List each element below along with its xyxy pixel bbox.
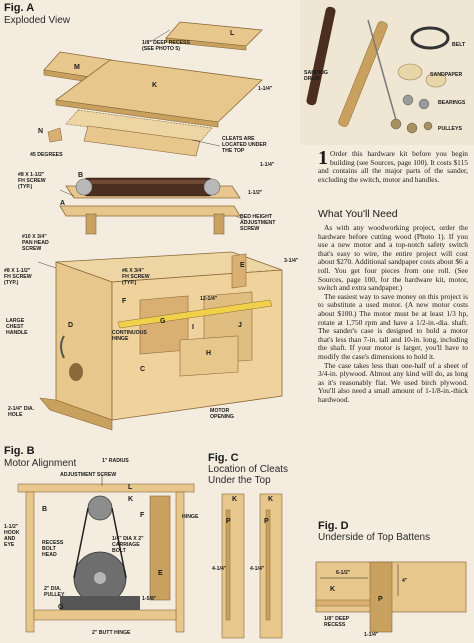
letter-l: L [230,30,235,37]
letter-m: M [74,64,80,71]
label-deep-recess: 1/8" DEEP RECESS (SEE PHOTO 5) [142,40,190,52]
section-heading: What You'll Need [318,208,398,220]
fig-c-dim-2: 4-1/4" [250,566,265,572]
fig-d-diagram [310,548,474,643]
paragraph-3: The case takes less than one-half of a sheet of 3/4-in. plywood. Almost any kind will do, as long as it's reasonably flat. We used birch plywood. You'll also need a small amount of 1-1/8-in.-thick hardwood. [318,360,468,404]
label-adj-screw: ADJUSTMENT SCREW [60,472,117,478]
paragraph-1: As with any woodworking project, order the hardware before cutting wood (Photo 1). If you use a new motor and a top-notch safety switch that's easy to wire, the entire project will cost about $270. Additional sandpaper costs about $6 a roll. You get four pieces from one roll. (See Sources, page 100, for the hardware kit, motor, switch and extra sandpaper.) [318,223,468,293]
fig-a-title: Fig. A [4,2,35,14]
label-recess-bolt: RECESS BOLT HEAD [42,540,64,558]
fig-d-dim-6-1-2: 6-1/2" [336,570,351,576]
label-cleats: CLEATS ARE LOCATED UNDER THE TOP [222,136,267,154]
letter-f: F [122,298,127,305]
dia-hole [69,363,83,381]
fig-b-letter-k: K [128,496,134,503]
label-radius: 1" RADIUS [102,458,129,464]
paragraph-2: The easiest way to save money on this project is to substitute a used motor. (A new motor costs about $100.) The motor must be at least 1/3 hp, rotate at 1,750 rpm and have a 1/2-in.-dia. shaft. The sander's case is designed to hold a motor that's less than 7-in. tall and 10-in. long, including the shaft. If your motor is larger, you'll have to modify the case's dimensions to hold it. [318,291,468,361]
label-hinge: HINGE [182,514,199,520]
label-screw-8-112: #8 X 1-1/2" FH SCREW (TYP.) [18,172,46,190]
label-pan-head: #10 X 3/4" PAN HEAD SCREW [22,234,49,252]
label-dim-12-1-4: 12-1/4" [200,296,218,302]
fig-a-subtitle: Exploded View [4,15,70,26]
pulley [391,119,401,129]
letter-k: K [152,82,158,89]
fig-b-subtitle: Motor Alignment [4,458,77,469]
label-hook: 1-1/2" HOOK AND EYE [4,524,20,548]
label-belt: BELT [452,42,466,48]
sandpaper-roll [398,64,422,80]
label-butt-hinge: 2" BUTT HINGE [92,630,131,636]
label-dim-1-5-8: 1-5/8" [142,596,157,602]
fig-b-letter-g: G [58,604,64,611]
letter-h: H [206,350,212,357]
fig-c-diagram [210,490,296,640]
letter-e: E [240,262,245,269]
letter-j: J [238,322,242,329]
letter-g: G [160,318,166,325]
label-sandpaper: SANDPAPER [430,72,463,78]
letter-c: C [140,366,146,373]
label-pulley: 2" DIA. PULLEY [44,586,65,598]
fig-d-title: Fig. D [318,520,349,532]
part-n [48,128,62,142]
label-bearings: BEARINGS [438,100,466,106]
fig-b-letter-l: L [128,484,133,491]
fig-c-title: Fig. C [208,452,239,464]
fig-b-diagram [0,470,200,643]
letter-i: I [192,324,194,331]
case-front-c [56,262,112,420]
label-motor-opening: MOTOR OPENING [210,408,234,420]
label-dia-hole: 2-1/4" DIA. HOLE [8,406,35,418]
label-45-degrees: 45 DEGREES [30,152,63,158]
label-fh-6-34: #6 X 3/4" FH SCREW (TYP.) [122,268,150,286]
label-pulleys: PULLEYS [438,126,462,132]
label-dim-3-1-4: 3-1/4" [284,258,299,264]
fig-c-letter-p2: P [264,518,269,525]
fig-b-letter-f: F [140,512,145,519]
fig-d-dim-4: 4" [402,578,408,584]
fig-c-subtitle: Location of Cleats Under the Top [208,464,289,486]
label-carriage: 1/4" DIA X 2" CARRIAGE BOLT [112,536,144,554]
label-large-chest: LARGE CHEST HANDLE [6,318,28,336]
label-dim-1-1-4-b: 1-1/4" [260,162,275,168]
intro-text: Order this hardware kit before you begin building (see Sources, page 100). It costs $115 and contains all the major parts of the sander, excluding the switch, motor and handles. [318,149,468,184]
bearing [403,95,413,105]
label-dim-1-1-4-top: 1-1/4" [258,86,273,92]
fig-d-dim-1-1-4: 1-1/4" [364,632,379,638]
fig-c-letter-k2: K [268,496,274,503]
label-continuous-hinge: CONTINUOUS HINGE [112,330,147,342]
fig-b-letter-e: E [158,570,163,577]
section-body [318,224,468,404]
fig-c-letter-p1: P [226,518,231,525]
letter-n: N [38,128,44,135]
fig-b-title: Fig. B [4,445,35,457]
letter-a: A [60,200,66,207]
intro-dropcap: 1 [318,147,328,169]
fig-c-dim-1: 4-1/4" [212,566,227,572]
label-sanding-drum: SANDING DRUM [304,70,328,82]
fig-d-subtitle: Underside of Top Battens [318,532,431,543]
fig-d-letter-k: K [330,586,336,593]
fig-c-letter-k1: K [232,496,238,503]
label-bed-height: BED HEIGHT ADJUSTMENT SCREW [240,214,276,232]
fig-d-letter-p: P [378,596,383,603]
fig-b-letter-b: B [42,506,48,513]
label-fh-screw-8: #8 X 1-1/2" FH SCREW (TYP.) [4,268,32,286]
label-dim-1-1-2: 1-1/2" [248,190,263,196]
fig-b-drum [88,496,112,520]
letter-b: B [78,172,84,179]
intro-caption [318,147,468,184]
fig-d-recess: 1/8" DEEP RECESS [324,616,350,628]
letter-d: D [68,322,74,329]
